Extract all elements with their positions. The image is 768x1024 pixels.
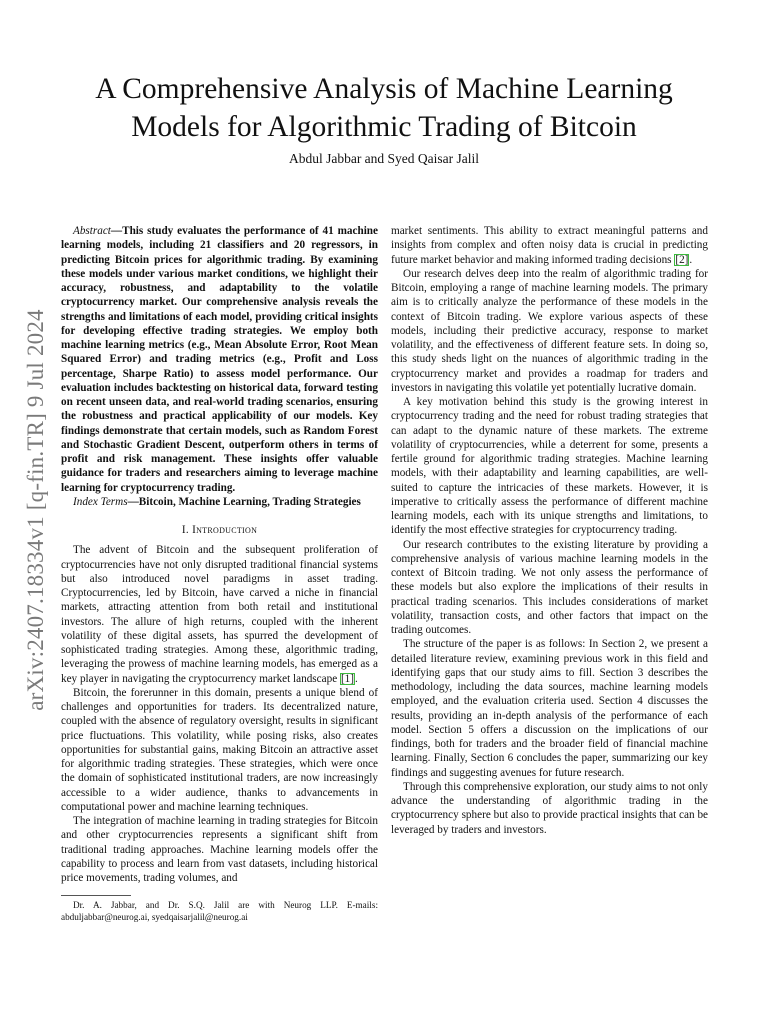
index-terms-text: Bitcoin, Machine Learning, Trading Strategies [138, 495, 361, 508]
paragraph-text: . [355, 672, 358, 685]
index-terms [61, 495, 378, 509]
paragraph-text: market sentiments. This ability to extract meaningful patterns and insights from complex and often noisy data is crucial in predicting future market behavior and making informed trading decisions [391, 225, 708, 266]
intro-paragraph-4: Our research delves deep into the realm of algorithmic trading for Bitcoin, employing a range of machine learning models. The primary aim is to critically analyze the performance of these models in the context of Bitcoin trading. We explore various aspects of these models, including their predictive accuracy, response to market volatility, and the effectiveness of different feature sets. In doing so, this study sheds light on the nuances of algorithmic trading in the cryptocurrency market and provides a roadmap for traders and investors in navigating this volatile yet potentially lucrative domain. [391, 267, 708, 394]
intro-paragraph-5: A key motivation behind this study is the growing interest in cryptocurrency trading and the need for robust trading strategies that can adapt to the dynamic nature of these markets. The extreme volatility of cryptocurrencies, while a deterrent for some, presents a fertile ground for algorithmic trading strategies. Machine learning models, with their adaptability and learning capabilities, are well-suited to capture the intricacies of these markets. However, it is imperative to critically assess the performance of different machine learning models, each with its unique strengths and limitations, to identify the most effective strategies for cryptocurrency trading. [391, 396, 708, 537]
citation-link[interactable]: [1] [340, 672, 354, 685]
section-number: I. [181, 524, 189, 536]
right-column [391, 224, 708, 837]
citation-link[interactable]: [2] [675, 253, 689, 266]
intro-paragraph-3-continued [391, 224, 708, 267]
footnote-rule [61, 895, 131, 896]
abstract-dash: — [110, 225, 123, 237]
abstract-text: This study evaluates the performance of 41 machine learning models, including 21 classifiers and 20 regressors, in predicting Bitcoin prices for algorithmic trading. By examining these models under various market conditions, we highlight their accuracy, robustness, and adaptability to the volatile cryptocurrency market. Our comprehensive analysis reveals the strengths and limitations of each model, providing critical insights for developing effective trading strategies. We employ both machine learning metrics (e.g., Mean Absolute Error, Root Mean Squared Error) and trading metrics (e.g., Profit and Loss percentage, Sharpe Ratio) to assess model performance. Our evaluation includes backtesting on historical data, forward testing on recent unseen data, and real-world trading scenarios, ensuring the robustness and practical applicability of our models. Key findings demonstrate that certain models, such as Random Forest and Stochastic Gradient Descent, outperform others in terms of profit and risk management. These insights offer valuable guidance for traders and researchers aiming to leverage machine learning for cryptocurrency trading. [61, 225, 378, 494]
paragraph-text: . [689, 253, 693, 266]
intro-paragraph-2: Bitcoin, the forerunner in this domain, presents a unique blend of challenges and opportunities for traders. Its decentralized nature, coupled with the absence of regulatory oversight, results in significant price fluctuations. This volatility, while posing risks, also creates opportunities for substantial gains, making Bitcoin an attractive asset for algorithmic trading strategies. These strategies, which were once the domain of sophisticated institutional traders, are now increasingly accessible to a wider audience, thanks to advancements in computational power and machine learning techniques. [61, 686, 378, 813]
index-terms-label: Index Terms [73, 495, 128, 508]
left-column [61, 224, 378, 923]
arxiv-identifier: arXiv:2407.18334v1 [q-fin.TR] 9 Jul 2024 [23, 309, 48, 711]
intro-paragraph-6: Our research contributes to the existing literature by providing a comprehensive analysis of various machine learning models in the context of Bitcoin trading. We not only assess the performance of these models but also explore the implications of their results in practical trading scenarios. This includes considerations of market volatility, transaction costs, and other factors that impact on the trading outcomes. [391, 538, 708, 636]
section-title: Introduction [192, 524, 258, 536]
index-terms-dash: — [127, 495, 139, 508]
affiliation-footnote: Dr. A. Jabbar, and Dr. S.Q. Jalil are with Neurog LLP. E-mails: abduljabbar@neurog.ai, syedqaisarjalil@neurog.ai [61, 900, 378, 922]
abstract-label: Abstract [73, 225, 111, 237]
paper-title: A Comprehensive Analysis of Machine Learning Models for Algorithmic Trading of Bitcoin [95, 73, 673, 143]
intro-paragraph-8: Through this comprehensive exploration, our study aims to not only advance the understanding of algorithmic trading in the cryptocurrency sphere but also to provide practical insights that can be leveraged by traders and investors. [391, 780, 708, 836]
author-list: Abdul Jabbar and Syed Qaisar Jalil [288, 151, 480, 166]
section-heading [61, 523, 378, 537]
intro-paragraph-1 [61, 543, 378, 686]
intro-paragraph-3: The integration of machine learning in trading strategies for Bitcoin and other cryptocurrencies represents a significant shift from traditional trading approaches. Machine learning models offer the capability to process and learn from vast datasets, including historical price movements, trading volumes, and [61, 815, 378, 884]
intro-paragraph-7: The structure of the paper is as follows: In Section 2, we present a detailed literature review, examining previous work in this field and identifying gaps that our study aims to fill. Section 3 describes the methodology, including the data sources, machine learning models employed, and the evaluation criteria used. Section 4 discusses the results, providing an in-depth analysis of the performance of each model. Section 5 offers a discussion on the implications of our findings, both for traders and the broader field of financial machine learning. Finally, Section 6 concludes the paper, summarizing our key findings and suggesting avenues for future research. [391, 638, 708, 779]
paragraph-text: The advent of Bitcoin and the subsequent proliferation of cryptocurrencies have not only disrupted traditional financial systems but also introduced novel paradigms in asset trading. Cryptocurrencies, led by Bitcoin, have carved a niche in financial markets, attracting attention from both retail and institutional investors. The allure of high returns, coupled with the inherent volatility of these digital assets, has spurred the development of sophisticated trading strategies. Among these, algorithmic trading, leveraging the prowess of machine learning models, has emerged as a key player in navigating the cryptocurrency market landscape [61, 544, 378, 685]
abstract [61, 224, 378, 495]
